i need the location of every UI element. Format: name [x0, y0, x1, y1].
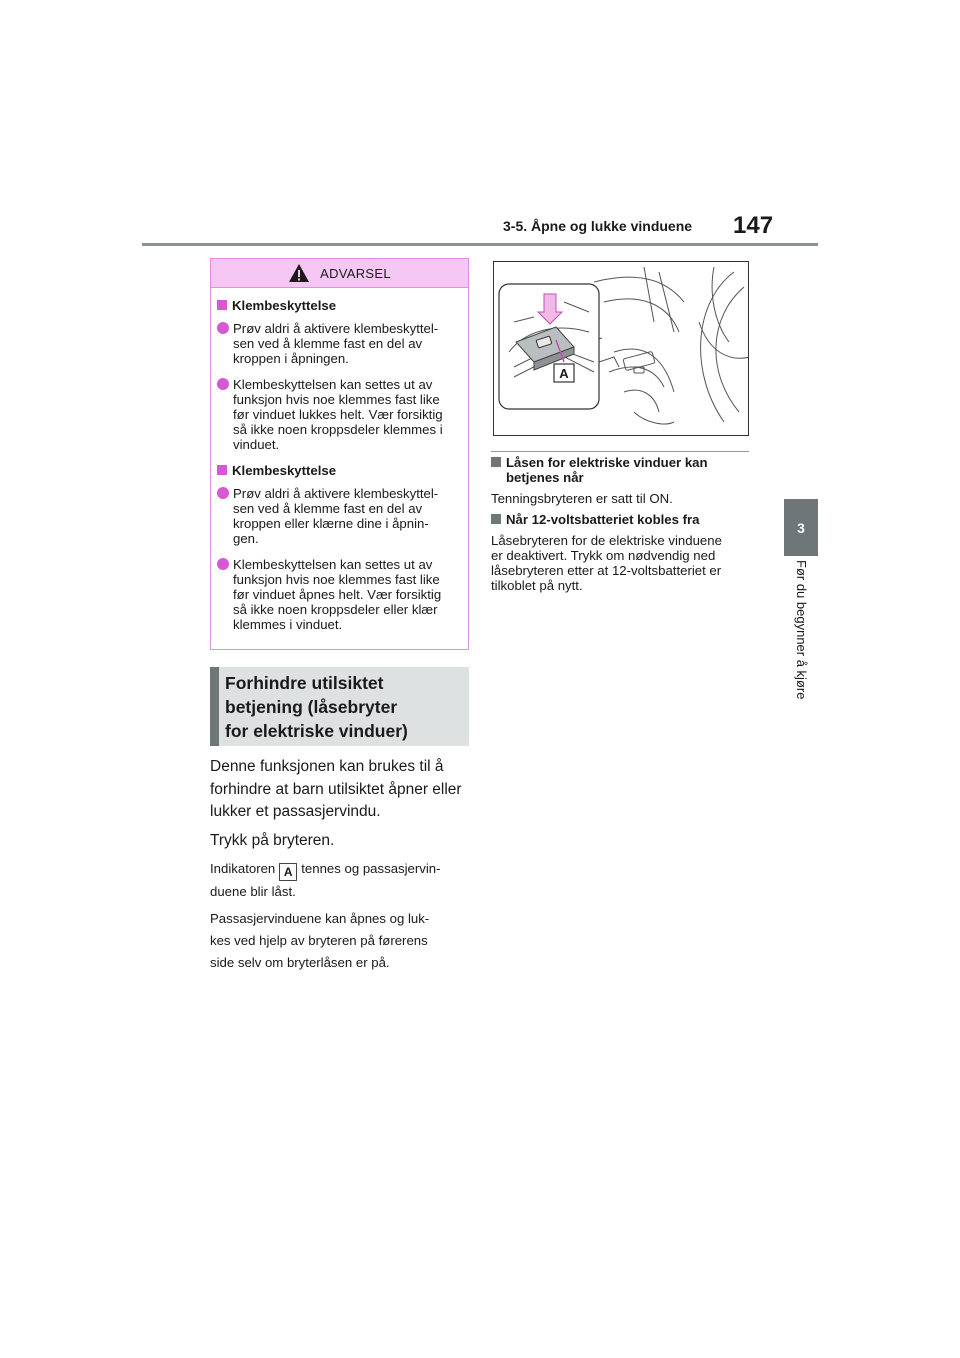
heading-line: for elektriske vinduer): [225, 721, 408, 741]
notes-column: [491, 455, 751, 599]
round-bullet-icon: [217, 378, 229, 390]
note-subheading: Låsen for elektriske vinduer kan betjenes når: [491, 455, 751, 485]
round-bullet-icon: [217, 322, 229, 334]
right-divider: [491, 451, 749, 452]
square-bullet-icon: [217, 300, 227, 310]
warning-subheading: Klembeskyttelse: [217, 463, 460, 478]
warning-triangle-icon: [288, 263, 310, 283]
round-bullet-icon: [217, 558, 229, 570]
warning-bullet: Prøv aldri å aktivere klembeskyttel- sen ved å klemme fast en del av kroppen i åpningen.: [217, 321, 460, 366]
lock-switch-illustration: [493, 261, 749, 436]
figure-callout-label: A: [559, 366, 569, 381]
chapter-tab: [784, 499, 818, 556]
warning-label: ADVARSEL: [320, 265, 391, 281]
chapter-title: Før du begynner å kjøre: [794, 560, 809, 700]
warning-bullet: Klembeskyttelsen kan settes ut av funksjon hvis noe klemmes fast like før vinduet åpnes helt. Vær forsiktig så ikke noen kroppsdeler eller klær klemmes i vinduet.: [217, 557, 460, 632]
indicator-paragraph: Indikatoren A tennes og passasjervin- duene blir låst.: [210, 861, 441, 899]
warning-box: [210, 258, 469, 650]
page-number: 147: [733, 212, 774, 239]
section-body: [210, 756, 472, 979]
note-text: Tenningsbryteren er satt til ON.: [491, 491, 673, 506]
heading-line: Forhindre utilsiktet: [225, 673, 384, 693]
note-text: Låsebryteren for de elektriske vinduene er deaktivert. Trykk om nødvendig ned låsebryteren etter at 12-voltsbatteriet er tilkoblet på nytt.: [491, 533, 722, 593]
car-door-panel-illustration: [494, 262, 749, 436]
instruction-paragraph: Trykk på bryteren.: [210, 831, 335, 849]
warning-bullet: Prøv aldri å aktivere klembeskyttel- sen ved å klemme fast en del av kroppen eller klærne dine i åpnin- gen.: [217, 486, 460, 546]
intro-paragraph: Denne funksjonen kan brukes til å forhindre at barn utilsiktet åpner eller lukker et passasjervindu.: [210, 758, 462, 820]
warning-subheading: Klembeskyttelse: [217, 298, 460, 313]
callout-badge: A: [279, 863, 297, 881]
warning-bullet: Klembeskyttelsen kan settes ut av funksjon hvis noe klemmes fast like før vinduet lukkes helt. Vær forsiktig så ikke noen kroppsdeler klemmes i vinduet.: [217, 377, 460, 452]
square-bullet-icon: [491, 514, 501, 524]
note-paragraph: Passasjervinduene kan åpnes og luk- kes ved hjelp av bryteren på førerens side selv om bryterlåsen er på.: [210, 911, 430, 970]
header-divider: [142, 243, 818, 246]
square-bullet-icon: [217, 465, 227, 475]
square-bullet-icon: [491, 457, 501, 467]
section-title: 3-5. Åpne og lukke vinduene: [503, 218, 693, 234]
round-bullet-icon: [217, 487, 229, 499]
note-subheading: Når 12-voltsbatteriet kobles fra: [491, 512, 751, 527]
warning-header: [211, 259, 468, 288]
heading-line: betjening (låsebryter: [225, 697, 398, 717]
section-heading: [210, 667, 469, 746]
chapter-title-vertical: [772, 560, 832, 735]
chapter-number: 3: [797, 519, 805, 536]
